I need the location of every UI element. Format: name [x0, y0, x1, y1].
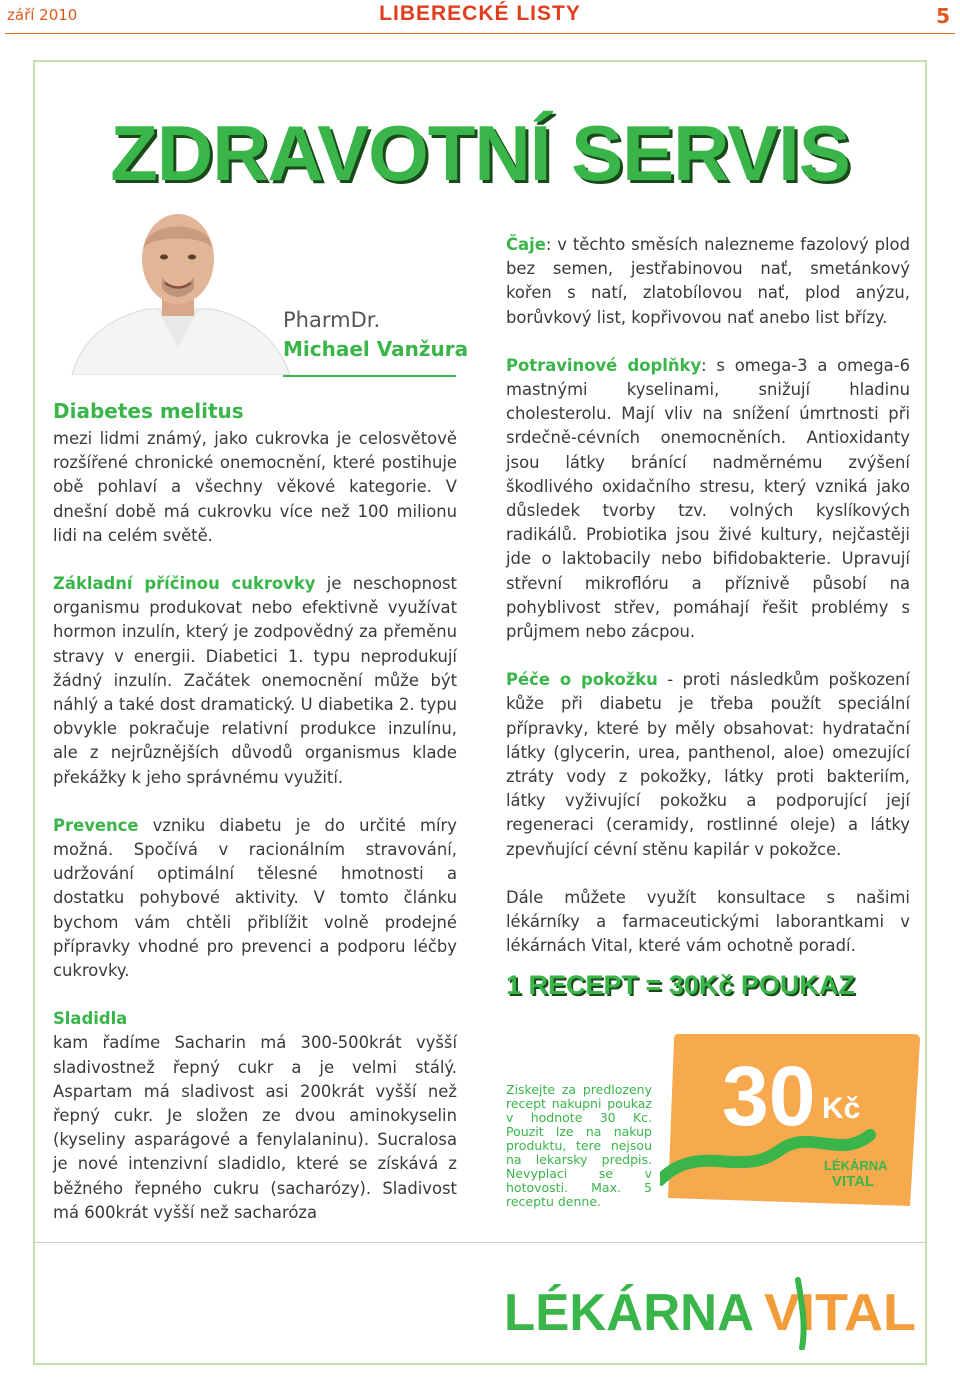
- author-underline: [283, 375, 456, 377]
- coupon-unit: Kč: [822, 1092, 861, 1125]
- coupon-graphic: [660, 1030, 922, 1210]
- intro-paragraph: mezi lidmi známý, jako cukrovka je celosvětově rozšířené chronické onemocnění, které postihuje obě pohlaví a všechny věkové kategorie. V dnešní době má cukrovku více než 100 milionu lidi na celém světě.: [53, 429, 457, 545]
- prevention-paragraph: [53, 814, 457, 983]
- skin-paragraph: [506, 668, 910, 862]
- coupon-brand-1: LÉKÁRNA: [824, 1158, 888, 1173]
- cause-paragraph: [53, 572, 457, 790]
- author-photo: [62, 197, 294, 375]
- teas-label: Čaje: [506, 235, 546, 254]
- prevention-text: vzniku diabetu je do určité míry možná. Spočívá v racionálním stravování, udržování optimální tělesné hmotnosti a dostatku pohybové aktivity. V tomto článku bychom vám chtěli přiblížit volně prodejné přípravky vhodné pro prevenci a podporu léčby cukrovky.: [53, 815, 457, 981]
- supplements-paragraph: [506, 354, 910, 644]
- diabetes-heading: Diabetes melitus: [53, 399, 244, 423]
- teas-paragraph: [506, 233, 910, 330]
- header-page-number: 5: [936, 4, 950, 28]
- coupon-note: Ziskejte za predlozeny recept nakupni poukaz v hodnote 30 Kc. Pouzit lze na nakup produktu, tere nejsou na lekarsky predpis. Nevyplaci se v hotovosti. Max. 5 receptu denne.: [506, 1082, 652, 1209]
- closing-paragraph: Dále můžete využít konsultace s našimi lékárníky a farmaceutickými laborantkami v lékárnách Vital, které vám ochotně poradí.: [506, 887, 910, 956]
- logo-word-vital: VITAL: [764, 1284, 916, 1342]
- left-column: [53, 427, 457, 1249]
- prevention-label: Prevence: [53, 815, 139, 835]
- coupon-value: 30: [722, 1049, 816, 1143]
- coupon-brand-2: VITAL: [832, 1173, 875, 1190]
- bottom-divider: [35, 1242, 925, 1243]
- recept-title: 1 RECEPT = 30Kč POUKAZ: [506, 970, 855, 1000]
- logo-word-lekarna: LÉKÁRNA: [504, 1284, 754, 1342]
- author-degree: PharmDr.: [283, 308, 381, 332]
- header-publication: LIBERECKÉ LISTY: [379, 2, 581, 25]
- sweeteners-paragraph: kam řadíme Sacharin má 300-500krát vyšší sladivostnež řepný cukr a je velmi stálý. Aspartam má sladivost asi 200krát vyšší než řepný cukr. Je složen ze dvou aminokyselin (kyseliny asparágové a fenylalaninu). Sucralosa je nové intenzivní sladidlo, které se získává z běžného řepného cukru (sacharózy). Sladivost má 600krát vyšší než sacharóza: [53, 1033, 457, 1222]
- page-title: ZDRAVOTNÍ SERVIS: [110, 109, 850, 197]
- pharmacy-logo: [502, 1270, 922, 1350]
- header-divider: [5, 33, 955, 34]
- supplements-label: Potravinové doplňky: [506, 355, 702, 375]
- supplements-text: : s omega-3 a omega-6 mastnými kyselinami, snižují hladinu cholesterolu. Mají vliv na snížení úmrtnosti při srdečně-cévních onemocněních. Antioxidanty jsou látky bránící nadměrnému zvýšení škodlivého oxidačního stresu, který vzniká jako důsledek tvorby tzv. volných kyslíkových radikálů. Probiotika jsou živé kultury, nejčastěji jde o laktobacily nebo bifidobakterie. Upravují střevní mikroflóru a příznivě působí na pohyblivost střev, pomáhají řešit problémy s průjmem nebo zácpou.: [506, 355, 911, 642]
- right-column: [506, 233, 910, 982]
- skin-text: - proti následkům poškození kůže při diabetu je třeba použít speciální přípravky, které by měly obsahovat: hydratační látky (glycerin, urea, panthenol, aloe) omezující ztráty vody z pokožky, látky proti bakteriím, látky vyživující pokožku a podporující její regeneraci (ceramidy, rostlinné oleje) a látky zpevňující cévní stěnu kapilár v pokožce.: [506, 670, 910, 859]
- author-name: Michael Vanžura: [283, 337, 469, 361]
- cause-text: je neschopnost organismu produkovat nebo efektivně využívat hormon inzulín, který je zodpovědný za přeměnu stravy v energii. Diabetici 1. typu neprodukují žádný inzulín. Začátek onemocnění může být náhlý a také dost dramatický. U diabetika 2. typu obvykle pokračuje relativní produkce inzulínu, ale z nejrůznějších důvodů organismus klade překážky k jeho správnému využití.: [53, 574, 457, 787]
- header-date: září 2010: [7, 6, 78, 24]
- sweeteners-label: Sladidla: [53, 1009, 128, 1029]
- skin-label: Péče o pokožku: [506, 670, 658, 690]
- cause-label: Základní příčinou cukrovky: [53, 574, 316, 594]
- author-block: [283, 306, 468, 364]
- teas-text: : v těchto směsích nalezneme fazolový plod bez semen, jestřabinovou nať, smetánkový kořen s natí, zlatobílovou nať, plod anýzu, borůvkový list, kopřivovou nať anebo list břízy.: [506, 235, 910, 327]
